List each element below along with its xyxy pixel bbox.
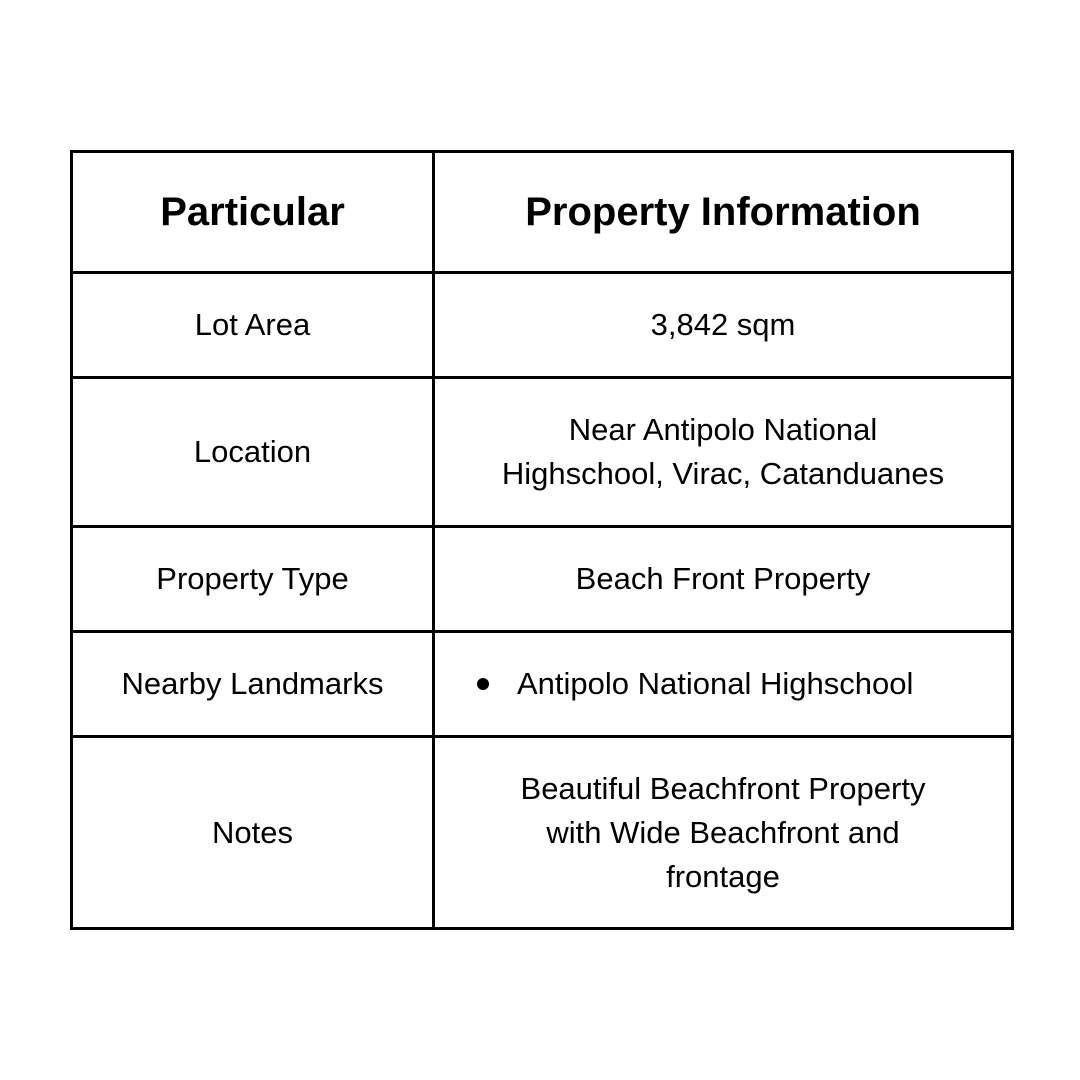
- header-particular: Particular: [72, 152, 434, 273]
- notes-value: [434, 737, 1013, 929]
- location-label: Location: [72, 378, 434, 527]
- header-property-information: Property Information: [434, 152, 1013, 273]
- notes-value-line-1: Beautiful Beachfront Property: [520, 770, 926, 806]
- lot-area-value: 3,842 sqm: [434, 273, 1013, 378]
- notes-label: Notes: [72, 737, 434, 929]
- property-info-table: [70, 150, 1014, 930]
- table-header-row: [72, 152, 1013, 273]
- nearby-landmarks-label: Nearby Landmarks: [72, 632, 434, 737]
- property-type-label: Property Type: [72, 527, 434, 632]
- notes-value-line-2: with Wide Beachfront and: [546, 814, 900, 850]
- list-item: [453, 662, 993, 706]
- table-row-lot-area: [72, 273, 1013, 378]
- property-type-value: Beach Front Property: [434, 527, 1013, 632]
- landmark-name: Antipolo National Highschool: [517, 666, 914, 701]
- table-row-property-type: [72, 527, 1013, 632]
- location-value-line-1: Near Antipolo National: [568, 412, 878, 447]
- landmark-list: [453, 662, 993, 706]
- lot-area-label: Lot Area: [72, 273, 434, 378]
- location-value: [434, 378, 1013, 527]
- table-row-notes: [72, 737, 1013, 929]
- notes-value-line-3: frontage: [666, 858, 780, 894]
- nearby-landmarks-value: [434, 632, 1013, 737]
- bullet-icon: [477, 678, 489, 690]
- table-row-nearby-landmarks: [72, 632, 1013, 737]
- table-row-location: [72, 378, 1013, 527]
- location-value-line-2: Highschool, Virac, Catanduanes: [501, 456, 945, 491]
